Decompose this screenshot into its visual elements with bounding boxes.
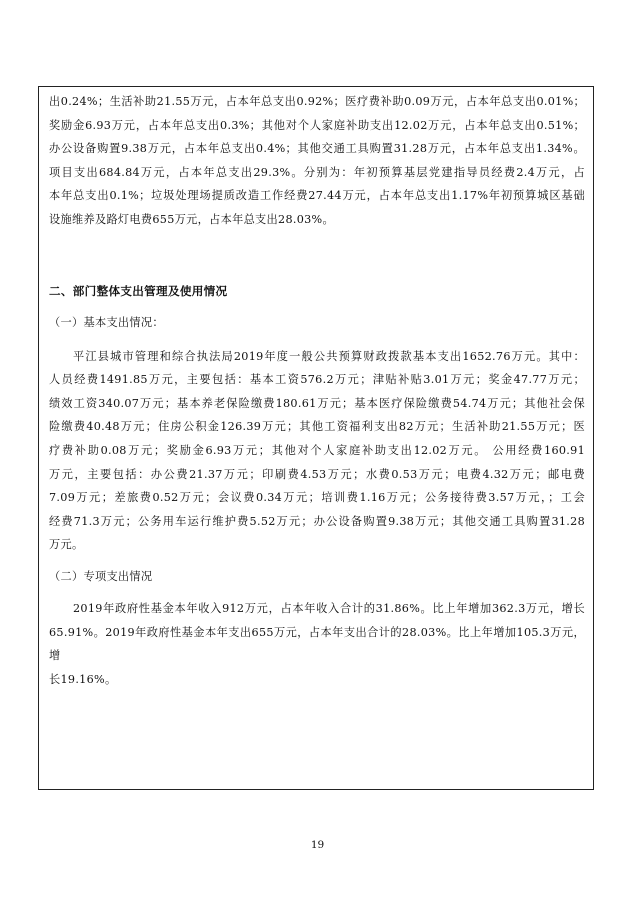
subsection-heading-basic: （一）基本支出情况： (49, 315, 164, 329)
text-line: 设施维养及路灯电费655万元，占本年总支出28.03%。 (49, 212, 334, 226)
text-line: 出0.24%；生活补助21.55万元，占本年总支出0.92%；医疗费补助0.09万元，占本年总支出0.01%； (49, 95, 585, 108)
text-line: 65.91%。2019年政府性基金本年支出655万元，占本年支出合计的28.03%。比上年增加105.3万元，增 (49, 625, 585, 663)
page-number: 19 (310, 839, 325, 851)
text-line: 7.09万元；差旅费0.52万元；会议费0.34万元；培训费1.16万元；公务接待费3.57万元，；工会 (49, 491, 585, 505)
text-line: 绩效工资340.07万元；基本养老保险缴费180.61万元；基本医疗保险缴费54.74万元；其他社会保 (49, 396, 585, 410)
section-heading: 二、部门整体支出管理及使用情况 (49, 283, 228, 298)
text-line: 经费71.3万元；公务用车运行维护费5.52万元；办公设备购置9.38万元；其他交通工具购置31.28 (49, 514, 585, 528)
text-line: 人员经费1491.85万元，主要包括：基本工资576.2万元；津贴补贴3.01万元；奖金47.77万元； (49, 373, 585, 387)
paragraph-expense-breakdown (49, 90, 585, 232)
text-line: 本年总支出0.1%；垃圾处理场提质改造工作经费27.44万元，占本年总支出1.17%年初预算城区基础 (49, 189, 585, 203)
text-line: 奖励金6.93万元，占本年总支出0.3%；其他对个人家庭补助支出12.02万元，占本年总支出0.51%； (49, 118, 585, 132)
text-line: 险缴费40.48万元；住房公积金126.39万元；其他工资福利支出82万元；生活补助21.55万元；医 (49, 420, 585, 434)
text-line: 疗费补助0.08万元；奖励金6.93万元；其他对个人家庭补助支出12.02万元。 公用经费160.91 (49, 443, 585, 457)
text-line: 办公设备购置9.38万元，占本年总支出0.4%；其他交通工具购置31.28万元，占本年总支出1.34%。 (49, 142, 585, 156)
text-line: 长19.16%。 (49, 672, 117, 686)
text-line: 平江县城市管理和综合执法局2019年度一般公共预算财政拨款基本支出1652.76万元。其中： (73, 349, 585, 363)
paragraph-special-expenditure (49, 597, 585, 691)
text-line: 项目支出684.84万元，占本年总支出29.3%。分别为：年初预算基层党建指导员经费2.4万元，占 (49, 165, 585, 179)
document-body (49, 90, 585, 691)
text-line: 万元。 (49, 538, 84, 552)
subsection-heading-special: （二）专项支出情况 (49, 569, 153, 583)
text-line: 2019年政府性基金本年收入912万元，占本年收入合计的31.86%。比上年增加362.3万元，增长 (73, 601, 585, 615)
paragraph-basic-expenditure (49, 345, 585, 557)
text-line: 万元，主要包括：办公费21.37万元；印刷费4.53万元；水费0.53万元；电费4.32万元；邮电费 (49, 467, 585, 481)
